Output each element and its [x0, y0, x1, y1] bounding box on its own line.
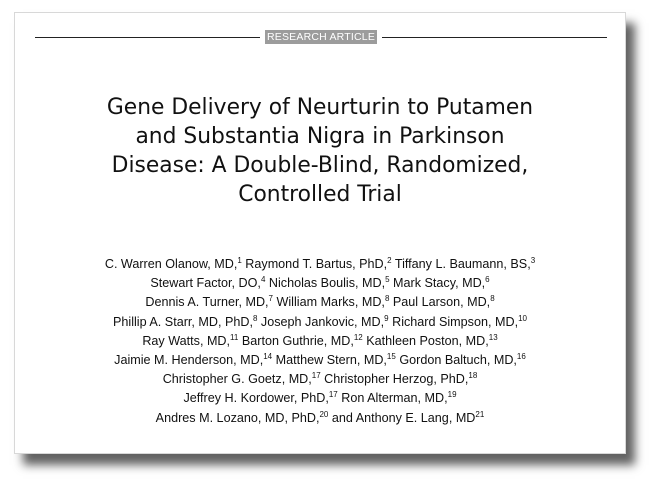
author-name: Raymond T. Bartus, PhD,	[241, 257, 388, 271]
affiliation-marker: 16	[516, 352, 526, 362]
affiliation-marker: 1	[237, 256, 242, 265]
author-name: Jeffrey H. Kordower, PhD,	[183, 391, 329, 406]
author-name: Ray Watts, MD,	[142, 333, 231, 348]
affiliation-marker: 20	[319, 409, 329, 419]
affiliation-marker: 13	[488, 332, 498, 342]
author-line	[15, 255, 625, 274]
header-rule-right	[382, 37, 607, 38]
header-rule-row	[35, 30, 607, 44]
author-name: Joseph Jankovic, MD,	[257, 314, 385, 329]
author-name: Barton Guthrie, MD,	[238, 333, 354, 348]
affiliation-marker: 5	[385, 275, 390, 285]
affiliation-marker: 9	[384, 313, 389, 323]
author-name: and Anthony E. Lang, MD	[328, 410, 476, 425]
article-title	[15, 93, 625, 209]
author-name: Dennis A. Turner, MD,	[145, 295, 269, 310]
affiliation-marker: 18	[468, 371, 478, 381]
author-line	[15, 293, 625, 312]
author-name: Paul Larson, MD,	[389, 295, 491, 310]
author-line	[15, 332, 625, 351]
author-name: Nicholas Boulis, MD,	[265, 276, 386, 291]
affiliation-marker: 21	[475, 409, 485, 419]
author-name: Mark Stacy, MD,	[389, 276, 486, 291]
author-name: Ron Alterman, MD,	[337, 391, 448, 406]
author-name: Kathleen Poston, MD,	[362, 333, 489, 348]
author-name: C. Warren Olanow, MD,	[104, 257, 238, 271]
author-name: Phillip A. Starr, MD, PhD,	[113, 314, 253, 329]
affiliation-marker: 3	[530, 256, 536, 265]
affiliation-marker: 2	[387, 256, 392, 265]
author-name: Richard Simpson, MD,	[388, 314, 519, 329]
affiliation-marker: 10	[518, 313, 527, 323]
author-name: Stewart Factor, DO,	[150, 276, 261, 291]
author-line	[15, 313, 625, 332]
article-page	[14, 12, 626, 454]
affiliation-marker: 8	[252, 313, 258, 323]
title-line: Gene Delivery of Neurturin to Putamen	[106, 95, 534, 120]
affiliation-marker: 15	[386, 352, 396, 362]
affiliation-marker: 8	[384, 294, 390, 304]
header-rule-left	[35, 37, 260, 38]
author-name: William Marks, MD,	[273, 295, 385, 310]
affiliation-marker: 14	[263, 352, 273, 362]
title-line: Controlled Trial	[238, 182, 402, 207]
affiliation-marker: 7	[268, 294, 273, 304]
affiliation-marker: 8	[490, 294, 495, 304]
author-name: Christopher Herzog, PhD,	[320, 372, 469, 387]
author-list	[15, 255, 625, 428]
author-name: Gordon Baltuch, MD,	[395, 353, 517, 368]
author-name: Christopher G. Goetz, MD,	[162, 372, 312, 387]
article-type-label: RESEARCH ARTICLE	[266, 31, 376, 43]
author-name: Jaimie M. Henderson, MD,	[114, 353, 264, 368]
author-name: Tiffany L. Baumann, BS,	[391, 257, 531, 271]
author-name: Andres M. Lozano, MD, PhD,	[155, 410, 320, 425]
author-line	[15, 274, 625, 293]
affiliation-marker: 12	[353, 332, 363, 342]
affiliation-marker: 6	[485, 275, 490, 285]
affiliation-marker: 11	[230, 332, 239, 342]
affiliation-marker: 19	[447, 390, 457, 400]
author-line	[15, 389, 625, 408]
affiliation-marker: 17	[311, 371, 321, 381]
affiliation-marker: 4	[260, 275, 266, 285]
author-line	[15, 351, 625, 370]
author-line	[15, 409, 625, 428]
title-line: Disease: A Double-Blind, Randomized,	[111, 153, 529, 178]
affiliation-marker: 17	[328, 390, 338, 400]
author-name: Matthew Stern, MD,	[272, 353, 387, 368]
title-line: and Substantia Nigra in Parkinson	[135, 124, 505, 149]
author-line	[15, 370, 625, 389]
